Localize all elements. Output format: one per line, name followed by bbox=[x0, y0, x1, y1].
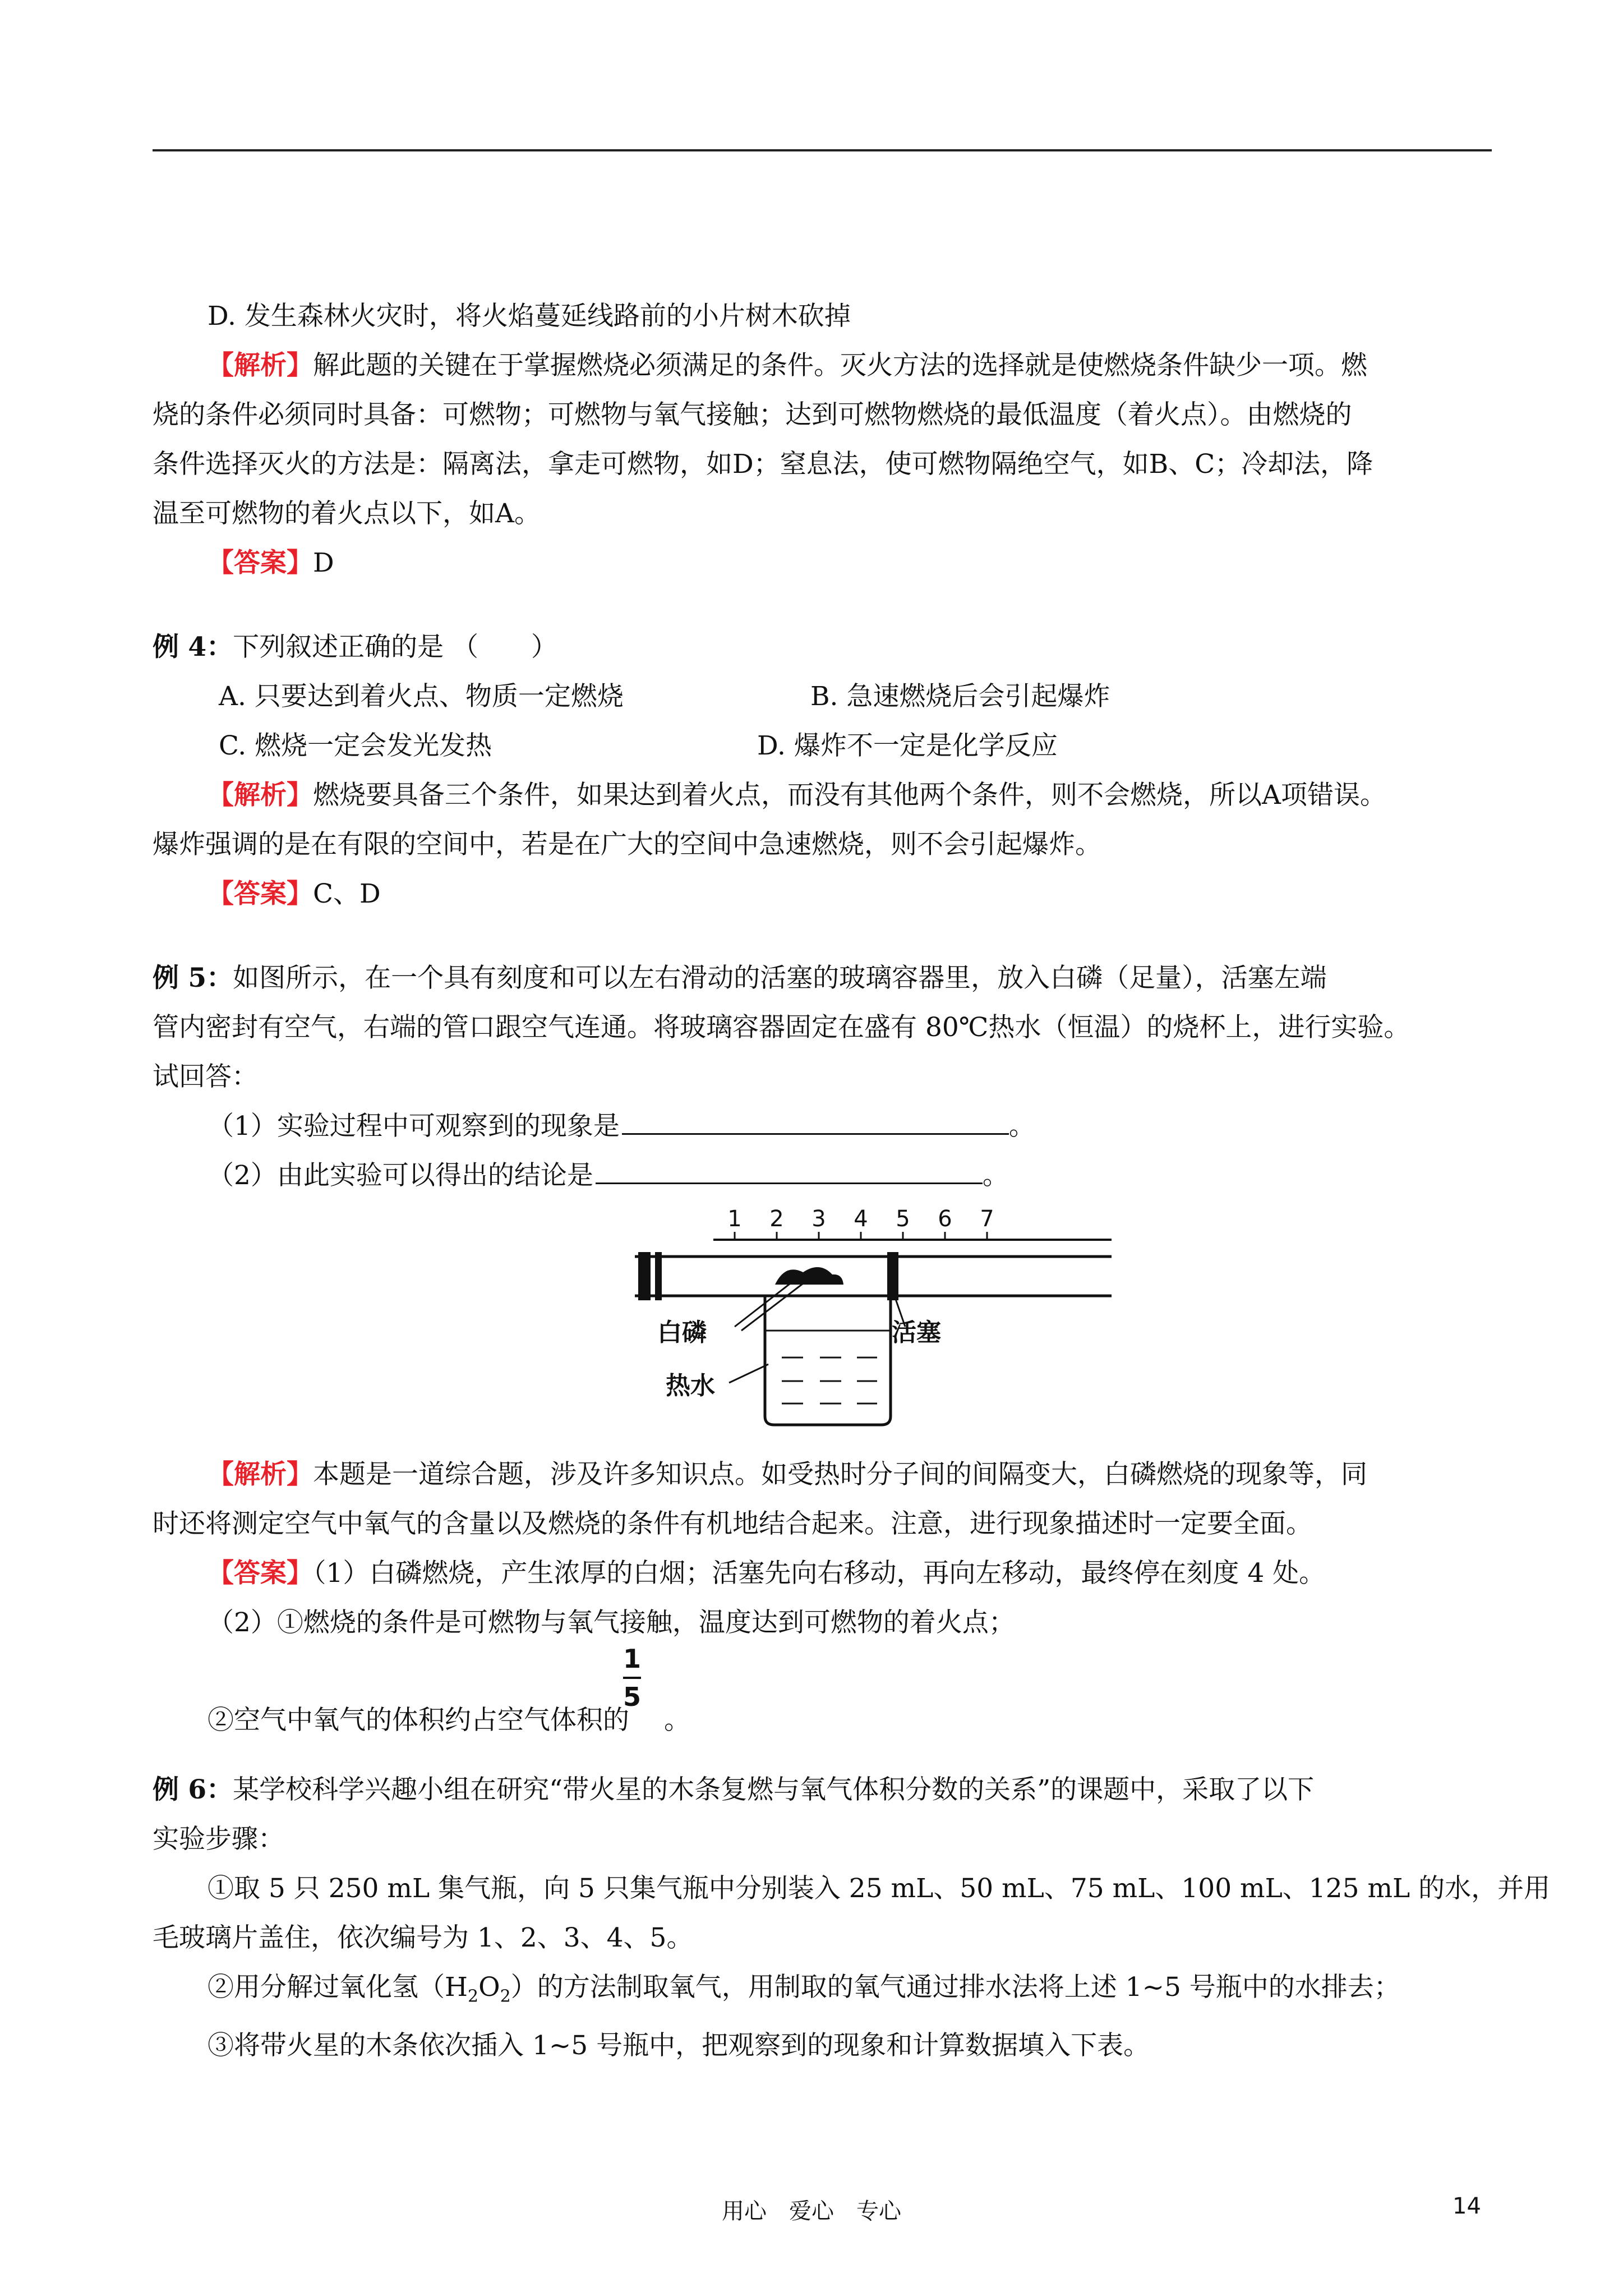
scale-tick-label: 6 bbox=[938, 1206, 952, 1232]
fraction-numerator: 1 bbox=[623, 1644, 641, 1674]
scale-tick-label: 1 bbox=[727, 1206, 742, 1232]
q4-analysis-line-2: 爆炸强调的是在有限的空间中，若是在广大的空间中急速燃烧，则不会引起爆炸。 bbox=[153, 829, 1101, 860]
scale-tick-label: 3 bbox=[811, 1206, 826, 1232]
q5-answer-line-3 bbox=[153, 1644, 1493, 1743]
q4-option-a: A. 只要达到着火点、物质一定燃烧 bbox=[219, 681, 624, 712]
answer-tag: 【答案】 bbox=[208, 547, 313, 578]
q4-answer bbox=[153, 869, 1493, 919]
header-rule bbox=[153, 149, 1492, 151]
q5-answer-line-1 bbox=[153, 1549, 1493, 1598]
tube-left-seal bbox=[655, 1252, 662, 1300]
analysis-tag: 【解析】 bbox=[208, 350, 313, 381]
analysis-tag: 【解析】 bbox=[208, 1459, 313, 1490]
q5-analysis-line-1 bbox=[153, 1450, 1493, 1499]
label-piston: 活塞 bbox=[892, 1318, 941, 1347]
page-content bbox=[153, 292, 1551, 2070]
fraction-denominator: 5 bbox=[623, 1682, 641, 1712]
q5-sub-question-2 bbox=[153, 1151, 1493, 1200]
q4-options-row-1 bbox=[153, 672, 1493, 721]
beaker bbox=[765, 1296, 891, 1425]
q5-stem-line-1 bbox=[153, 954, 1493, 1003]
period: 。 bbox=[982, 1160, 1009, 1191]
q4-analysis-line-1 bbox=[153, 771, 1493, 820]
q3-analysis-text: 解此题的关键在于掌握燃烧必须满足的条件。灭火方法的选择就是使燃烧条件缺少一项。燃 bbox=[313, 350, 1367, 381]
q4-option-d: D. 爆炸不一定是化学反应 bbox=[757, 730, 1058, 761]
period: 。 bbox=[664, 1705, 690, 1736]
page-number: 14 bbox=[1453, 2193, 1481, 2219]
q5-analysis-text: 本题是一道综合题，涉及许多知识点。如受热时分子间的间隔变大，白磷燃烧的现象等，同 bbox=[313, 1459, 1367, 1490]
label-hot-water: 热水 bbox=[666, 1372, 715, 1400]
q3-option-d: D. 发生森林火灾时，将火焰蔓延线路前的小片树木砍掉 bbox=[208, 301, 851, 332]
q4-stem-text: 下列叙述正确的是 （ ） bbox=[233, 632, 558, 662]
q4-answer-text: C、D bbox=[313, 878, 381, 909]
experiment-figure bbox=[153, 1200, 1493, 1450]
scale-tick-label: 5 bbox=[896, 1206, 910, 1232]
q5-sub-question-1 bbox=[153, 1102, 1493, 1151]
q6-step-2 bbox=[153, 1963, 1493, 2021]
q6-step2-a: ②用分解过氧化氢（H bbox=[208, 1972, 468, 2003]
scale-tick-label: 7 bbox=[980, 1206, 994, 1232]
fraction-one-fifth bbox=[621, 1643, 643, 1713]
answer-tag: 【答案】 bbox=[208, 878, 313, 909]
q5-analysis-line-2: 时还将测定空气中氧气的含量以及燃烧的条件有机地结合起来。注意，进行现象描述时一定要全面。 bbox=[153, 1508, 1312, 1539]
apparatus-diagram bbox=[635, 1200, 1128, 1450]
q6-label: 例 6： bbox=[153, 1774, 233, 1805]
q5-stem-line-2: 管内密封有空气，右端的管口跟空气连通。将玻璃容器固定在盛有 80℃热水（恒温）的烧杯上，进行实验。 bbox=[153, 1012, 1410, 1043]
subscript: 2 bbox=[500, 1986, 511, 2007]
q5-answer-l3-text: ②空气中氧气的体积约占空气体积的 bbox=[208, 1705, 629, 1736]
white-phosphorus bbox=[775, 1267, 843, 1285]
scale-tick-label: 4 bbox=[854, 1206, 868, 1232]
q3-analysis-line-1 bbox=[153, 341, 1493, 390]
q3-analysis-line-3: 条件选择灭火的方法是：隔离法，拿走可燃物，如D；窒息法，使可燃物隔绝空气，如B、C；冷却法，降 bbox=[153, 449, 1373, 480]
q5-label: 例 5： bbox=[153, 963, 233, 993]
q4-stem bbox=[153, 623, 1493, 672]
q4-option-b: B. 急速燃烧后会引起爆炸 bbox=[810, 681, 1110, 712]
answer-blank-1[interactable] bbox=[622, 1111, 1009, 1135]
q3-analysis-line-2: 烧的条件必须同时具备：可燃物；可燃物与氧气接触；达到可燃物燃烧的最低温度（着火点）。由燃烧的 bbox=[153, 399, 1352, 430]
q5-sub2-text: （2）由此实验可以得出的结论是 bbox=[208, 1160, 593, 1191]
period: 。 bbox=[1008, 1111, 1035, 1142]
page-footer: 用心 爱心 专心 bbox=[722, 2198, 901, 2224]
q4-option-c: C. 燃烧一定会发光发热 bbox=[219, 730, 492, 761]
q6-step-1-line-1: ①取 5 只 250 mL 集气瓶，向 5 只集气瓶中分别装入 25 mL、50 mL、75 mL、100 mL、125 mL 的水，并用 bbox=[208, 1873, 1551, 1904]
q5-answer-line-2: （2）①燃烧的条件是可燃物与氧气接触，温度达到可燃物的着火点； bbox=[208, 1607, 1015, 1638]
tube-left-cap bbox=[638, 1252, 651, 1300]
q5-stem-line-3: 试回答： bbox=[153, 1061, 258, 1092]
q6-step2-b: O bbox=[478, 1972, 500, 2003]
q4-options-row-2 bbox=[153, 721, 1493, 771]
q3-analysis-line-4: 温至可燃物的着火点以下，如A。 bbox=[153, 498, 541, 529]
answer-blank-2[interactable] bbox=[596, 1160, 983, 1184]
scale-ticks bbox=[727, 1206, 994, 1240]
q3-answer-text: D bbox=[313, 547, 334, 578]
answer-tag: 【答案】 bbox=[208, 1558, 313, 1589]
q6-stem-line-2: 实验步骤： bbox=[153, 1824, 284, 1855]
q3-answer bbox=[153, 539, 1493, 588]
piston bbox=[887, 1252, 898, 1300]
analysis-tag: 【解析】 bbox=[208, 780, 313, 811]
label-white-phosphorus: 白磷 bbox=[657, 1318, 707, 1347]
q5-sub1-text: （1）实验过程中可观察到的现象是 bbox=[208, 1111, 620, 1142]
subscript: 2 bbox=[468, 1986, 479, 2007]
q5-stem-text: 如图所示，在一个具有刻度和可以左右滑动的活塞的玻璃容器里，放入白磷（足量），活塞左端 bbox=[233, 963, 1327, 993]
q6-step2-c: ）的方法制取氧气，用制取的氧气通过排水法将上述 1~5 号瓶中的水排去； bbox=[510, 1972, 1400, 2003]
q4-label: 例 4： bbox=[153, 632, 233, 662]
fraction-bar bbox=[623, 1677, 641, 1679]
q6-stem-line-1 bbox=[153, 1765, 1493, 1815]
q4-analysis-text: 燃烧要具备三个条件，如果达到着火点，而没有其他两个条件，则不会燃烧，所以A项错误。 bbox=[313, 780, 1386, 811]
q5-answer-text: （1）白磷燃烧，产生浓厚的白烟；活塞先向右移动，再向左移动，最终停在刻度 4 处。 bbox=[313, 1558, 1326, 1589]
scale-tick-label: 2 bbox=[769, 1206, 784, 1232]
q6-step-1-line-2: 毛玻璃片盖住，依次编号为 1、2、3、4、5。 bbox=[153, 1922, 693, 1953]
q6-step-3: ③将带火星的木条依次插入 1~5 号瓶中，把观察到的现象和计算数据填入下表。 bbox=[208, 2030, 1150, 2062]
q6-stem-text: 某学校科学兴趣小组在研究“带火星的木条复燃与氧气体积分数的关系”的课题中，采取了以下 bbox=[233, 1774, 1315, 1805]
